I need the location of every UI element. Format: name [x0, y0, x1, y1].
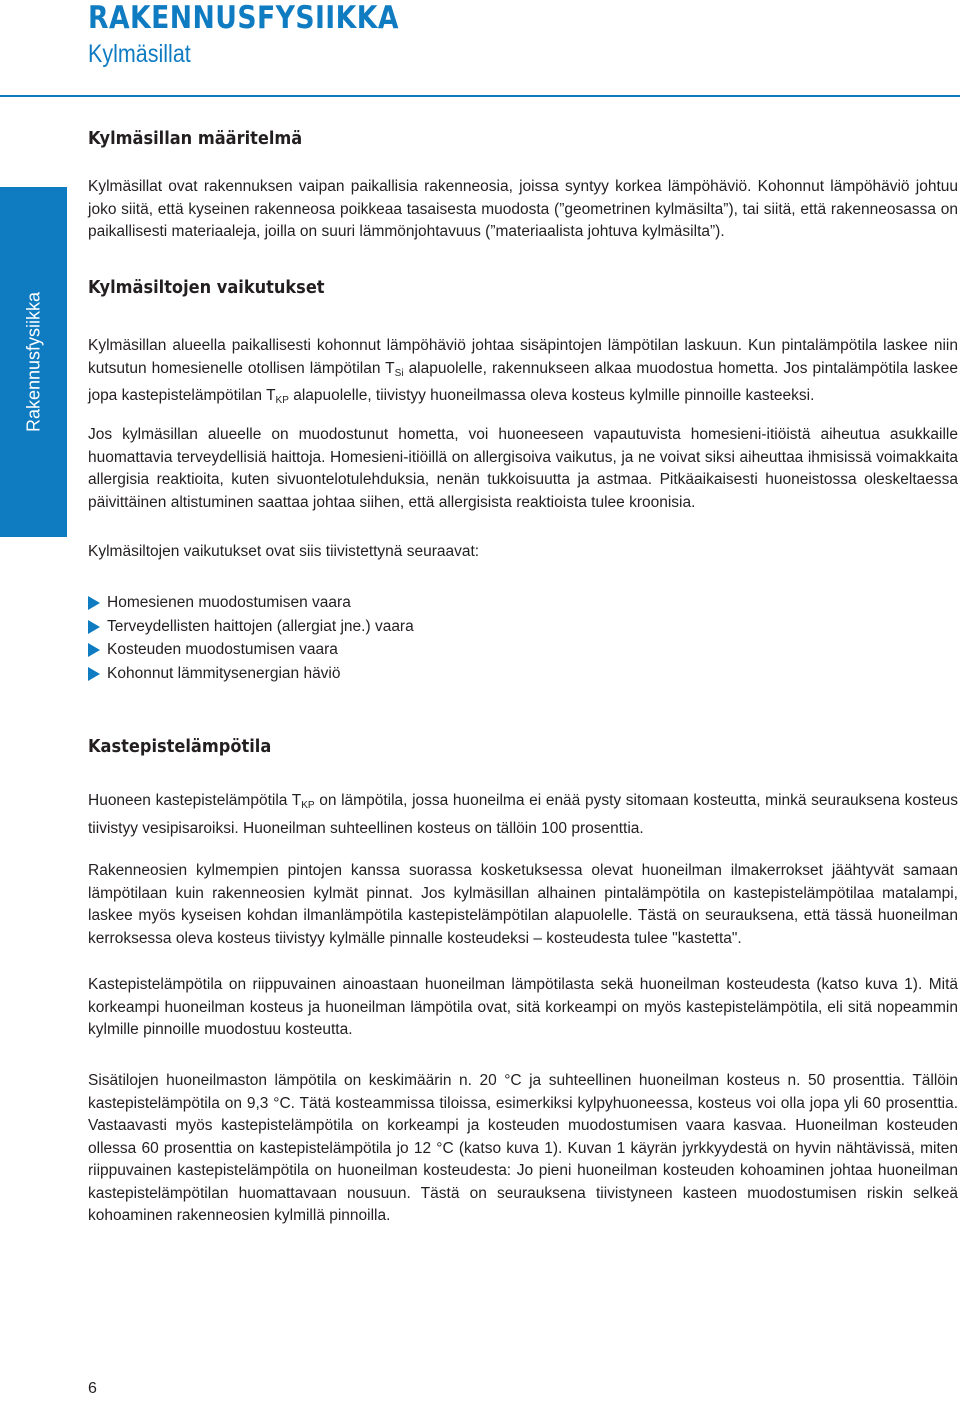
dewpoint-paragraph-1 — [88, 790, 958, 840]
list-item: Kosteuden muodostumisen vaara — [88, 638, 414, 662]
dewpoint-p1-subscript-kp: KP — [301, 800, 315, 811]
definition-paragraph: Kylmäsillat ovat rakennuksen vaipan paikallisia rakenneosia, joissa syntyy korkea lämpöhäviö. Kohonnut lämpöhäviö johtuu joko siitä, että kyseinen rakenneosa poikkeaa tasaisesta muodosta (”geometrinen kylmäsilta”), tai siitä, että rakenneosassa on paikallisesti materiaaleja, joilla on suuri lämmönjohtavuus (”materiaalista johtuva kylmäsilta”). — [88, 178, 958, 240]
effects-p1-text-b: alapuolelle, rakennukseen alkaa muodostua hometta. Jos pintalämpötila laskee jopa kastepistelämpötilan T — [88, 359, 958, 404]
effects-p1-subscript-kp: KP — [275, 395, 289, 406]
list-item: Terveydellisten haittojen (allergiat jne.) vaara — [88, 615, 414, 639]
page-title: RAKENNUSFYSIIKKA — [88, 0, 399, 36]
triangle-bullet-icon — [88, 667, 100, 681]
dewpoint-paragraph-3: Kastepistelämpötila on riippuvainen ainoastaan huoneilman lämpötilasta sekä huoneilman kosteudesta (katso kuva 1). Mitä korkeampi huoneilman kosteus ja huoneilman lämpötila ovat, sitä korkeampi on myös kastepistelämpötila, eli sitä nopeammin kylmille pinnoille muodostuu kosteutta. — [88, 976, 958, 1038]
effects-p1-text-c: alapuolelle, tiivistyy huoneilmassa oleva kosteus kylmille pinnoille kasteeksi. — [288, 387, 815, 404]
dewpoint-paragraph-2: Rakenneosien kylmempien pintojen kanssa suorassa kosketuksessa olevat huoneilman ilmakerrokset jäähtyvät samaan lämpötilaan kuin rakenneosien kylmät pinnat. Jos kylmäsillan alhainen pintalämpötila on kastepistelämpötilaa matalampi, laskee myös kyseisen kohdan ilmanlämpötila kastepistelämpötilan alapuolelle. Tästä on seurauksena, että tässä huoneilman kerroksessa oleva kosteus tiivistyy kylmälle pinnalle kosteudeksi – kosteudesta tulee "kastetta". — [88, 862, 958, 947]
page-number: 6 — [88, 1380, 97, 1397]
triangle-bullet-icon — [88, 643, 100, 657]
triangle-bullet-icon — [88, 620, 100, 634]
effects-paragraph-2: Jos kylmäsillan alueelle on muodostunut hometta, voi huoneeseen vapautuvista homesieni-itiöistä aiheutua asukkaille huomattavia terveydellisiä haittoja. Homesieni-itiöillä on allergisoiva vaikutus, ja ne voivat siksi aiheuttaa ihmisissä voimakkaita allergisia reaktioita, kuten sivuontelotulehduksia, nenän tukkoisuutta ja astmaa. Pitkäaikaisesti huoneistossa oleskeltaessa päivittäinen altistuminen saattaa johtaa siihen, että allergisista reaktioista tulee kroonisia. — [88, 426, 958, 511]
dewpoint-p1-text-b: on lämpötila, jossa huoneilma ei enää pysty sitomaan kosteutta, minkä seurauksena kosteus tiivistyy vesipisaroiksi. Huoneilman suhteellinen kosteus on tällöin 100 prosenttia. — [88, 792, 958, 837]
list-item: Kohonnut lämmitysenergian häviö — [88, 662, 414, 686]
list-item: Homesienen muodostumisen vaara — [88, 591, 414, 615]
effects-p1-text-a: Kylmäsillan alueella paikallisesti kohonnut lämpöhäviö johtaa sisäpintojen lämpötilan laskuun. Kun pintalämpötila laskee niin kutsutun homesienelle otollisen lämpötilan T — [88, 337, 958, 377]
section-heading-definition: Kylmäsillan määritelmä — [88, 128, 303, 149]
triangle-bullet-icon — [88, 596, 100, 610]
effects-bullet-list — [88, 591, 414, 685]
page-header — [0, 0, 960, 80]
side-tab-label: Rakennusfysiikka — [23, 291, 44, 433]
effects-paragraph-3: Kylmäsiltojen vaikutukset ovat siis tiivistettynä seuraavat: — [88, 543, 480, 560]
dewpoint-p1-text-a: Huoneen kastepistelämpötila T — [88, 792, 302, 809]
section-heading-dewpoint: Kastepistelämpötila — [88, 736, 272, 757]
page-subtitle: Kylmäsillat — [88, 40, 191, 68]
dewpoint-paragraph-4: Sisätilojen huoneilmaston lämpötila on keskimäärin n. 20 °C ja suhteellinen huoneilman kosteus n. 50 prosenttia. Tällöin kastepistelämpötila on 9,3 °C. Tätä kosteammissa tiloissa, esimerkiksi kylpyhuoneessa, kosteus voi olla jopa yli 60 prosenttia. Vastaavasti myös kastepistelämpötila on korkeampi ja kosteuden muodostumisen vaara kasvaa. Huoneilman kosteuden ollessa 60 prosenttia on kastepistelämpötila jo 12 °C (katso kuva 1). Kuvan 1 käyrän jyrkkyydestä on hyvin nähtävissä, miten riippuvainen kastepistelämpötila on huoneilman kosteudesta: Jo pieni huoneilman kosteuden kohoaminen johtaa huoneilman kastepistelämpötilan huomattavaan nousuun. Tästä on seurauksena tiivistyneen kasteen muodostumisen riskin selkeä kohoaminen rakenneosien kylmillä pinnoilla. — [88, 1072, 958, 1224]
header-divider — [0, 95, 960, 97]
section-heading-effects: Kylmäsiltojen vaikutukset — [88, 277, 325, 298]
effects-p1-subscript-si: Si — [394, 367, 404, 379]
effects-paragraph-1 — [88, 335, 958, 413]
